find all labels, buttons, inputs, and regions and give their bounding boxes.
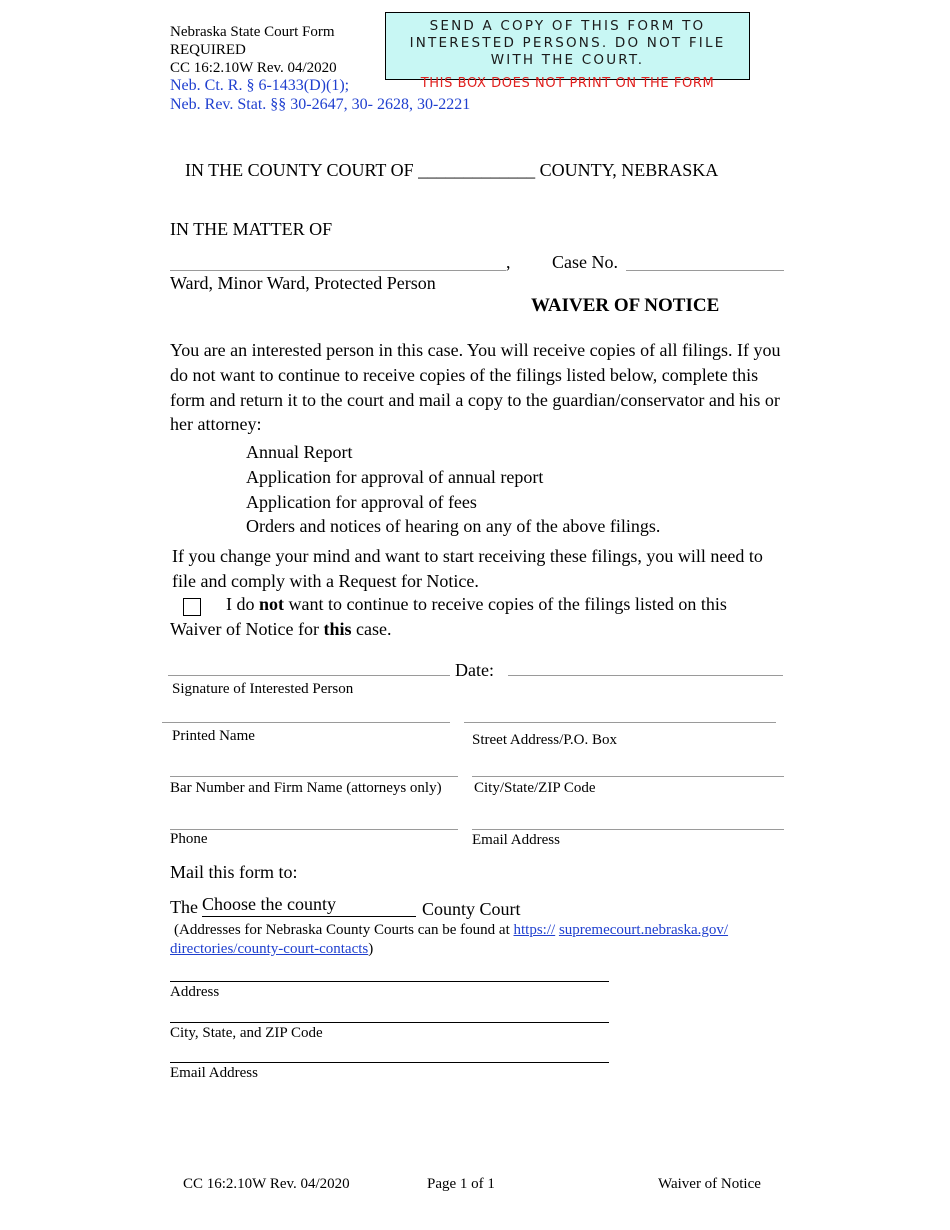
court-suffix: COUNTY, NEBRASKA [539, 160, 719, 180]
footer-title: Waiver of Notice [658, 1176, 761, 1192]
date-field[interactable] [508, 675, 783, 676]
footer-page-number: Page 1 of 1 [427, 1176, 495, 1192]
caption-comma: , [506, 252, 511, 272]
form-source: Nebraska State Court Form [170, 24, 335, 40]
case-no-field[interactable] [626, 270, 784, 271]
statute-reference: Neb. Rev. Stat. §§ 30-2647, 30- 2628, 30-2221 [170, 96, 471, 113]
notice-text: SEND A COPY OF THIS FORM TO INTERESTED PERSONS. DO NOT FILE WITH THE COURT. [409, 18, 726, 68]
signature-label: Signature of Interested Person [172, 681, 354, 697]
non-printing-notice-box [385, 12, 750, 91]
court-city-label: City, State, and ZIP Code [170, 1025, 323, 1041]
waiver-statement-line2 [170, 619, 391, 640]
matter-heading: IN THE MATTER OF [170, 219, 333, 239]
court-email-label: Email Address [170, 1065, 258, 1081]
date-label: Date: [455, 660, 494, 680]
change-mind-paragraph: If you change your mind and want to start receiving these filings, you will need to file and comply with a Request for Notice. [172, 546, 763, 591]
mail-the: The [170, 897, 198, 917]
footer-form-number: CC 16:2.10W Rev. 04/2020 [183, 1176, 350, 1192]
phone-field[interactable] [170, 829, 458, 830]
address-note [174, 922, 728, 939]
city-state-zip-field[interactable] [472, 776, 784, 777]
ward-label: Ward, Minor Ward, Protected Person [170, 273, 436, 293]
filing-item: Orders and notices of hearing on any of the above filings. [246, 516, 661, 537]
county-select[interactable]: Choose the county [202, 894, 416, 917]
mail-heading: Mail this form to: [170, 862, 298, 882]
email-label: Email Address [472, 832, 560, 848]
email-field[interactable] [472, 829, 784, 830]
county-blank[interactable]: _____________ [418, 160, 536, 180]
waiver-text: I do [226, 594, 259, 614]
rule-reference: Neb. Ct. R. § 6-1433(D)(1); [170, 77, 350, 94]
printed-name-label: Printed Name [172, 728, 255, 744]
waiver-emphasis-this: this [323, 619, 352, 639]
required-label: REQUIRED [170, 42, 246, 58]
filing-item: Annual Report [246, 442, 353, 462]
waiver-emphasis-not: not [259, 594, 285, 614]
address-note-line2 [170, 941, 373, 958]
printed-name-field[interactable] [162, 722, 450, 723]
waiver-statement-line1 [226, 594, 727, 615]
waiver-text: Waiver of Notice for [170, 619, 324, 639]
filing-item: Application for approval of annual report [246, 466, 544, 487]
filings-list [246, 440, 660, 539]
waiver-text: want to continue to receive copies of the filings listed on this [284, 594, 727, 614]
court-email-field[interactable] [170, 1062, 609, 1063]
bar-number-field[interactable] [170, 776, 458, 777]
court-address-label: Address [170, 984, 220, 1000]
address-note-text: ) [368, 941, 374, 957]
court-address-field[interactable] [170, 981, 609, 982]
street-address-label: Street Address/P.O. Box [472, 732, 618, 748]
city-state-zip-label: City/State/ZIP Code [474, 780, 596, 796]
waiver-checkbox[interactable] [183, 598, 201, 616]
waiver-text: case. [351, 619, 392, 639]
county-court-label: County Court [422, 899, 521, 919]
court-directory-link-part[interactable]: directories/county-court-contacts [170, 941, 369, 957]
ward-name-line[interactable] [170, 270, 506, 271]
intro-paragraph: You are an interested person in this case. You will receive copies of all filings. If you do not want to continue to receive copies of the filings listed below, complete this form and return it to the court and mail a copy to the guardian/conservator and his or her attorney: [170, 340, 781, 435]
form-number: CC 16:2.10W Rev. 04/2020 [170, 60, 337, 76]
filing-item: Application for approval of fees [246, 491, 477, 512]
phone-label: Phone [170, 831, 208, 847]
court-city-field[interactable] [170, 1022, 609, 1023]
court-directory-link-part[interactable]: supremecourt.nebraska.gov/ [558, 922, 729, 938]
street-address-field[interactable] [464, 722, 776, 723]
print-note: THIS BOX DOES NOT PRINT ON THE FORM [420, 76, 715, 91]
court-directory-link-part[interactable]: https:// [513, 922, 556, 938]
case-no-label: Case No. [552, 252, 618, 272]
signature-field[interactable] [168, 675, 450, 676]
court-heading [185, 160, 718, 181]
bar-number-label: Bar Number and Firm Name (attorneys only) [170, 780, 442, 796]
form-title: WAIVER OF NOTICE [531, 295, 720, 316]
address-note-text: (Addresses for Nebraska County Courts can be found at [174, 922, 514, 938]
court-prefix: IN THE COUNTY COURT OF [185, 160, 414, 180]
